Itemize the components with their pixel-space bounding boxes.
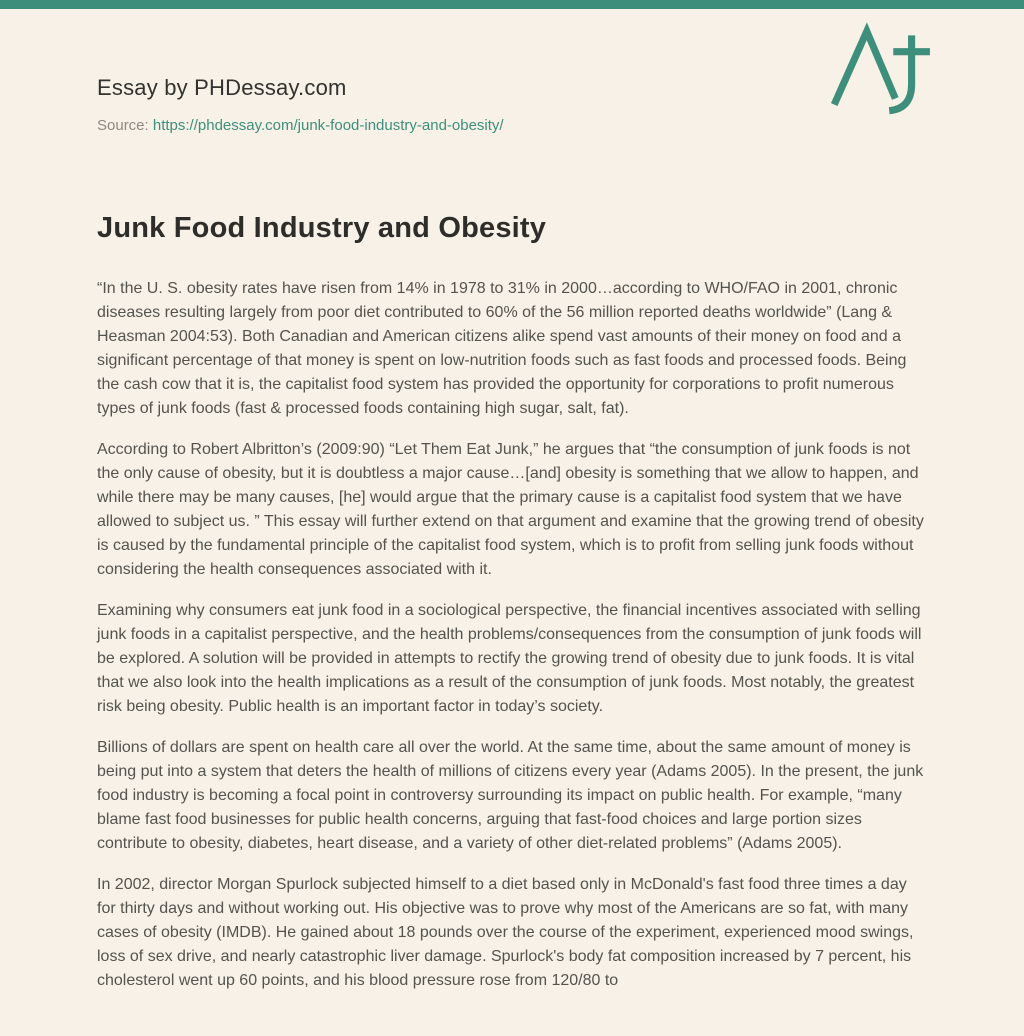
essay-byline: Essay by PHDessay.com [97, 75, 347, 100]
essay-paragraph: “In the U. S. obesity rates have risen from 14% in 1978 to 31% in 2000…according to WHO/FAO in 2001, chronic diseases resulting largely from poor diet contributed to 60% of the 56 million reported deaths worldwide” (Lang & Heasman 2004:53). Both Canadian and American citizens alike spend vast amounts of their money on food and a significant percentage of that money is spent on low-nutrition foods such as fast foods and processed foods. Being the cash cow that it is, the capitalist food system has provided the opportunity for corporations to profit numerous types of junk foods (fast & processed foods containing high sugar, salt, fat). [97, 280, 907, 417]
source-line [97, 117, 927, 134]
essay-paragraph: According to Robert Albritton’s (2009:90) “Let Them Eat Junk,” he argues that “the consumption of junk foods is not the only cause of obesity, but it is doubtless a major cause…[and] obesity is something that we allow to happen, and while there may be many causes, [he] would argue that the primary cause is a capitalist food system that we have allowed to subject us. ” This essay will further extend on that argument and examine that the growing trend of obesity is caused by the fundamental principle of the capitalist food system, which is to profit from selling junk foods without considering the health consequences associated with it. [97, 441, 924, 578]
source-label: Source: [97, 117, 149, 134]
essay-paragraph: Examining why consumers eat junk food in a sociological perspective, the financial incentives associated with selling junk foods in a capitalist perspective, and the health problems/consequences from the consumption of junk foods will be explored. A solution will be provided in attempts to rectify the growing trend of obesity due to junk foods. It is vital that we also look into the health implications as a result of the consumption of junk foods. Most notably, the greatest risk being obesity. Public health is an important factor in today’s society. [97, 602, 922, 715]
essay-page [0, 9, 1024, 993]
page-title: Junk Food Industry and Obesity [97, 212, 547, 244]
phdessay-a-plus-logo-icon [822, 15, 934, 127]
essay-paragraph: Billions of dollars are spent on health care all over the world. At the same time, about the same amount of money is being put into a system that deters the health of millions of citizens every year (Adams 2005). In the present, the junk food industry is becoming a focal point in controversy surrounding its impact on public health. For example, “many blame fast food businesses for public health concerns, arguing that fast-food choices and large portion sizes contribute to obesity, diabetes, heart disease, and a variety of other diet-related problems” (Adams 2005). [97, 739, 924, 852]
essay-paragraph: In 2002, director Morgan Spurlock subjected himself to a diet based only in McDonald's fast food three times a day for thirty days and without working out. His objective was to prove why most of the Americans are so fat, with many cases of obesity (IMDB). He gained about 18 pounds over the course of the experiment, experienced mood swings, loss of sex drive, and nearly catastrophic liver damage. Spurlock's body fat composition increased by 7 percent, his cholesterol went up 60 points, and his blood pressure rose from 120/80 to [97, 876, 914, 989]
source-url-link[interactable]: https://phdessay.com/junk-food-industry-and-obesity/ [152, 117, 504, 134]
essay-body [97, 277, 927, 993]
top-accent-bar [0, 0, 1024, 9]
